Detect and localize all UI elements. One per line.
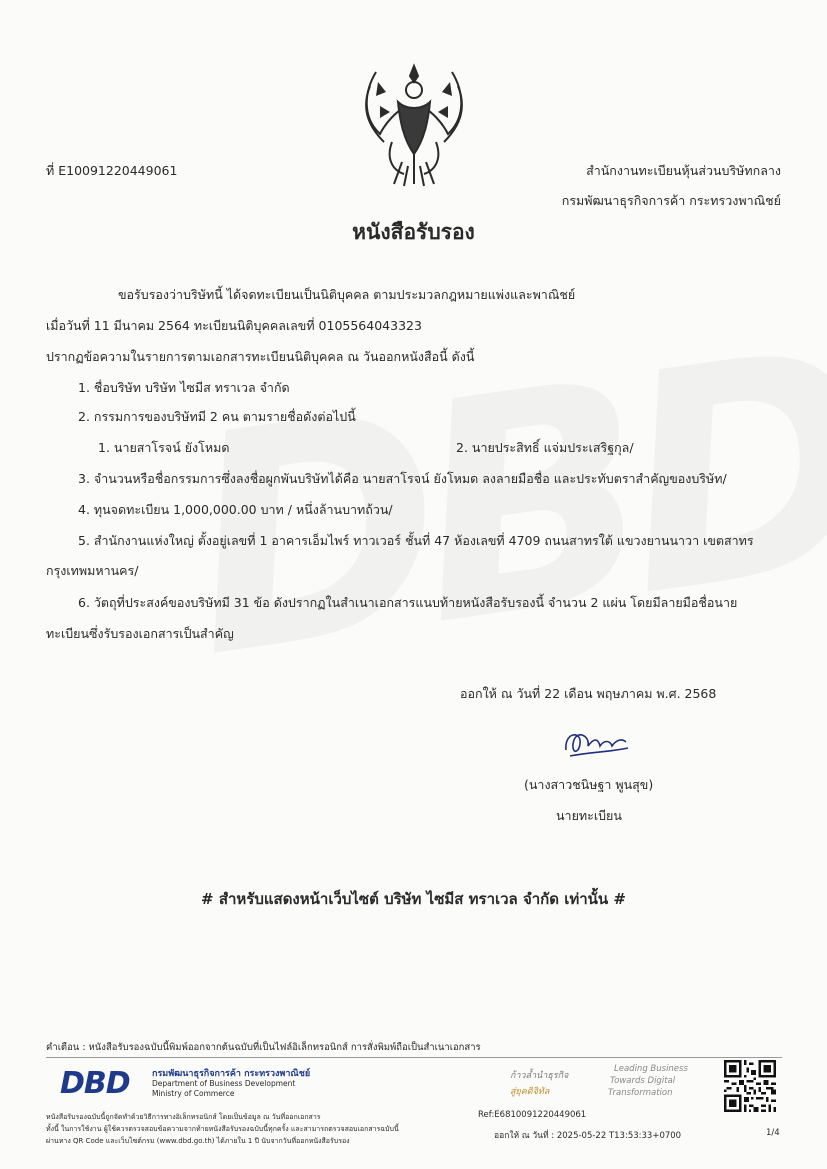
slogan-thai-2: สู่ยุคดิจิทัล xyxy=(510,1087,550,1097)
item-registered-capital: 4. ทุนจดทะเบียน 1,000,000.00 บาท / หนึ่งล้านบาทถ้วน/ xyxy=(78,502,393,517)
dbd-logo: DBD xyxy=(60,1066,130,1101)
registrar-title: นายทะเบียน xyxy=(556,808,622,823)
item-authorized-signatory: 3. จำนวนหรือชื่อกรรมการซึ่งลงชื่อผูกพันบริษัทได้คือ นายสาโรจน์ ยังโหมด ลงลายมือชื่อ และประทับตราสำคัญของบริษัท/ xyxy=(78,471,727,486)
page-number: 1/4 xyxy=(766,1128,780,1138)
fine-print-2: ทั้งนี้ ในการใช้งาน ผู้ใช้ควรตรวจสอบข้อความจากท้ายหนังสือรับรองฉบับนี้ทุกครั้ง และสามารถตรวจสอบเอกสารฉบับนี้ xyxy=(46,1125,399,1133)
slogan-english-2: Towards Digital xyxy=(610,1076,676,1086)
registrar-signature-icon xyxy=(560,722,632,762)
item-head-office: 5. สำนักงานแห่งใหญ่ ตั้งอยู่เลขที่ 1 อาคารเอ็มไพร์ ทาวเวอร์ ชั้นที่ 47 ห้องเลขที่ 4709 ถนนสาทรใต้ แขวงยานนาวา เขตสาทร xyxy=(78,533,754,548)
ministry-english-name: Ministry of Commerce xyxy=(152,1089,235,1098)
verification-qr-code-icon[interactable] xyxy=(724,1060,776,1112)
slogan-english-1: Leading Business xyxy=(614,1064,688,1074)
item-objectives-cont: ทะเบียนซึ่งรับรองเอกสารเป็นสำคัญ xyxy=(46,626,234,641)
intro-line-3: ปรากฏข้อความในรายการตามเอกสารทะเบียนนิติบุคคล ณ วันออกหนังสือนี้ ดังนี้ xyxy=(46,349,475,364)
item-company-name: 1. ชื่อบริษัท บริษัท ไซมีส ทราเวล จำกัด xyxy=(78,380,290,395)
item-directors: 2. กรรมการของบริษัทมี 2 คน ตามรายชื่อดังต่อไปนี้ xyxy=(78,409,356,424)
document-number: ที่ E10091220449061 xyxy=(46,163,178,178)
footer-divider xyxy=(46,1057,782,1058)
dbd-thai-name: กรมพัฒนาธุรกิจการค้า กระทรวงพาณิชย์ xyxy=(152,1069,311,1079)
department-name: กรมพัฒนาธุรกิจการค้า กระทรวงพาณิชย์ xyxy=(561,193,781,208)
issue-date: ออกให้ ณ วันที่ 22 เดือน พฤษภาคม พ.ศ. 2568 xyxy=(460,686,717,701)
director-1: 1. นายสาโรจน์ ยังโหมด xyxy=(98,440,230,455)
director-2: 2. นายประสิทธิ์ แจ่มประเสริฐกุล/ xyxy=(456,440,634,455)
fine-print-1: หนังสือรับรองฉบับนี้ถูกจัดทำด้วยวิธีการทางอิเล็กทรอนิกส์ โดยเป็นข้อมูล ณ วันที่ออกเอกสาร xyxy=(46,1113,321,1121)
intro-line-1: ขอรับรองว่าบริษัทนี้ ได้จดทะเบียนเป็นนิติบุคคล ตามประมวลกฎหมายแพ่งและพาณิชย์ xyxy=(118,287,576,302)
issued-timestamp: ออกให้ ณ วันที่ : 2025-05-22 T13:53:33+0700 xyxy=(494,1131,682,1141)
fine-print-3: ผ่านทาง QR Code และเว็บไซต์กรม (www.dbd.go.th) ได้ภายใน 1 ปี นับจากวันที่ออกหนังสือรับรอง xyxy=(46,1137,350,1145)
reference-number: Ref:E6810091220449061 xyxy=(478,1110,587,1120)
office-name: สำนักงานทะเบียนหุ้นส่วนบริษัทกลาง xyxy=(586,163,781,178)
garuda-emblem-icon xyxy=(356,62,472,190)
warning-text: คำเตือน : หนังสือรับรองฉบับนี้พิมพ์ออกจากต้นฉบับที่เป็นไฟล์อิเล็กทรอนิกส์ การสั่งพิมพ์ถือเป็นสำเนาเอกสาร xyxy=(46,1042,481,1053)
website-display-notice: # สำหรับแสดงหน้าเว็บไซต์ บริษัท ไซมีส ทราเวล จำกัด เท่านั้น # xyxy=(201,890,626,908)
page-title: หนังสือรับรอง xyxy=(352,220,475,244)
slogan-english-3: Transformation xyxy=(608,1088,673,1098)
registrar-name: (นางสาวชนิษฐา พูนสุข) xyxy=(524,777,654,792)
slogan-thai-1: ก้าวล้ำนำธุรกิจ xyxy=(510,1071,569,1081)
dbd-english-name: Department of Business Development xyxy=(152,1079,296,1088)
item-objectives: 6. วัตถุที่ประสงค์ของบริษัทมี 31 ข้อ ดังปรากฏในสำเนาเอกสารแนบท้ายหนังสือรับรองนี้ จำนวน 2 แผ่น โดยมีลายมือชื่อนาย xyxy=(78,595,738,610)
intro-line-2: เมื่อวันที่ 11 มีนาคม 2564 ทะเบียนนิติบุคคลเลขที่ 0105564043323 xyxy=(46,318,422,333)
item-head-office-cont: กรุงเทพมหานคร/ xyxy=(46,563,139,578)
